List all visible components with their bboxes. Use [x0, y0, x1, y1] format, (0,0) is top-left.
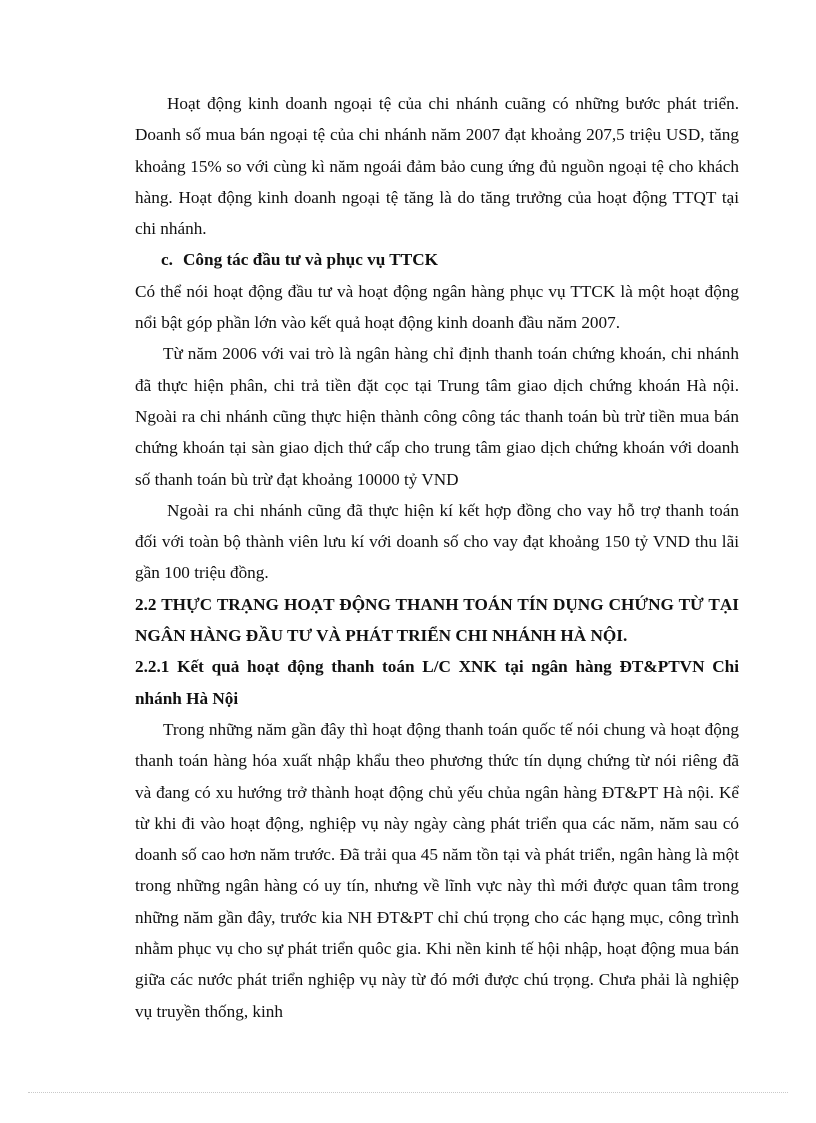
paragraph-lc-results: Trong những năm gần đây thì hoạt động thanh toán quốc tế nói chung và hoạt động thanh toán hàng hóa xuất nhập khẩu theo phương thức tín dụng chứng từ nói riêng đã và đang có xu hướng trở thành hoạt động chủ yếu chủa ngân hàng ĐT&PT Hà nội. Kể từ khi đi vào hoạt động, nghiệp vụ này ngày càng phát triển qua các năm, năm sau có doanh số cao hơn năm trước. Đã trải qua 45 năm tồn tại và phát triển, ngân hàng là một trong những ngân hàng có uy tín, nhưng về lĩnh vực này thì mới được quan tâm trong những năm gần đây, trước kia NH ĐT&PT chỉ chú trọng cho các hạng mục, công trình nhằm phục vụ cho sự phát triển quôc gia. Khi nền kinh tế hội nhập, hoạt động mua bán giữa các nước phát triển nghiệp vụ này từ đó mới được chú trọng. Chưa phải là nghiệp vụ truyền thống, kinh [135, 719, 739, 1021]
section-heading-2-2: 2.2 THỰC TRẠNG HOẠT ĐỘNG THANH TOÁN TÍN DỤNG CHỨNG TỪ TẠI NGÂN HÀNG ĐẦU TƯ VÀ PHÁT TRIỂN CHI NHÁNH HÀ NỘI. [135, 594, 739, 646]
paragraph-investment-intro: Có thể nói hoạt động đầu tư và hoạt động ngân hàng phục vụ TTCK là một hoạt động nổi bật góp phần lớn vào kết quả hoạt động kinh doanh đầu năm 2007. [135, 281, 739, 333]
document-page [135, 88, 739, 1027]
section-heading-2-2-1: 2.2.1 Kết quả hoạt động thanh toán L/C XNK tại ngân hàng ĐT&PTVN Chi nhánh Hà Nội [135, 657, 739, 708]
subheading-marker: c. [161, 250, 173, 270]
paragraph-loan-support: Ngoài ra chi nhánh cũng đã thực hiện kí kết hợp đồng cho vay hỗ trợ thanh toán đối với toàn bộ thành viên lưu kí với doanh số cho vay đạt khoảng 150 tỷ VND thu lãi gần 100 triệu đồng. [135, 500, 739, 583]
paragraph-forex-business: Hoạt động kinh doanh ngoại tệ của chi nhánh cuãng có những bước phát triển. Doanh số mua bán ngoại tệ của chi nhánh năm 2007 đạt khoảng 207,5 triệu USD, tăng khoảng 15% so với cùng kì năm ngoái đảm bảo cung ứng đủ nguồn ngoại tệ cho khách hàng. Hoạt động kinh doanh ngoại tệ tăng là do tăng trưởng của hoạt động TTQT tại chi nhánh. [135, 94, 739, 239]
page-bottom-divider [28, 1092, 788, 1093]
paragraph-settlement-bank: Từ năm 2006 với vai trò là ngân hàng chỉ định thanh toán chứng khoán, chi nhánh đã thực hiện phân, chi trả tiền đặt cọc tại Trung tâm giao dịch chứng khoán Hà nội. Ngoài ra chi nhánh cũng thực hiện thành công công tác thanh toán bù trừ tiền mua bán chứng khoán tại sàn giao dịch thứ cấp cho trung tâm giao dịch chứng khoán với doanh số thanh toán bù trừ đạt khoảng 10000 tỷ VND [135, 344, 739, 489]
subheading-text: Công tác đầu tư và phục vụ TTCK [183, 250, 438, 270]
subheading-investment-ttck [135, 244, 739, 275]
